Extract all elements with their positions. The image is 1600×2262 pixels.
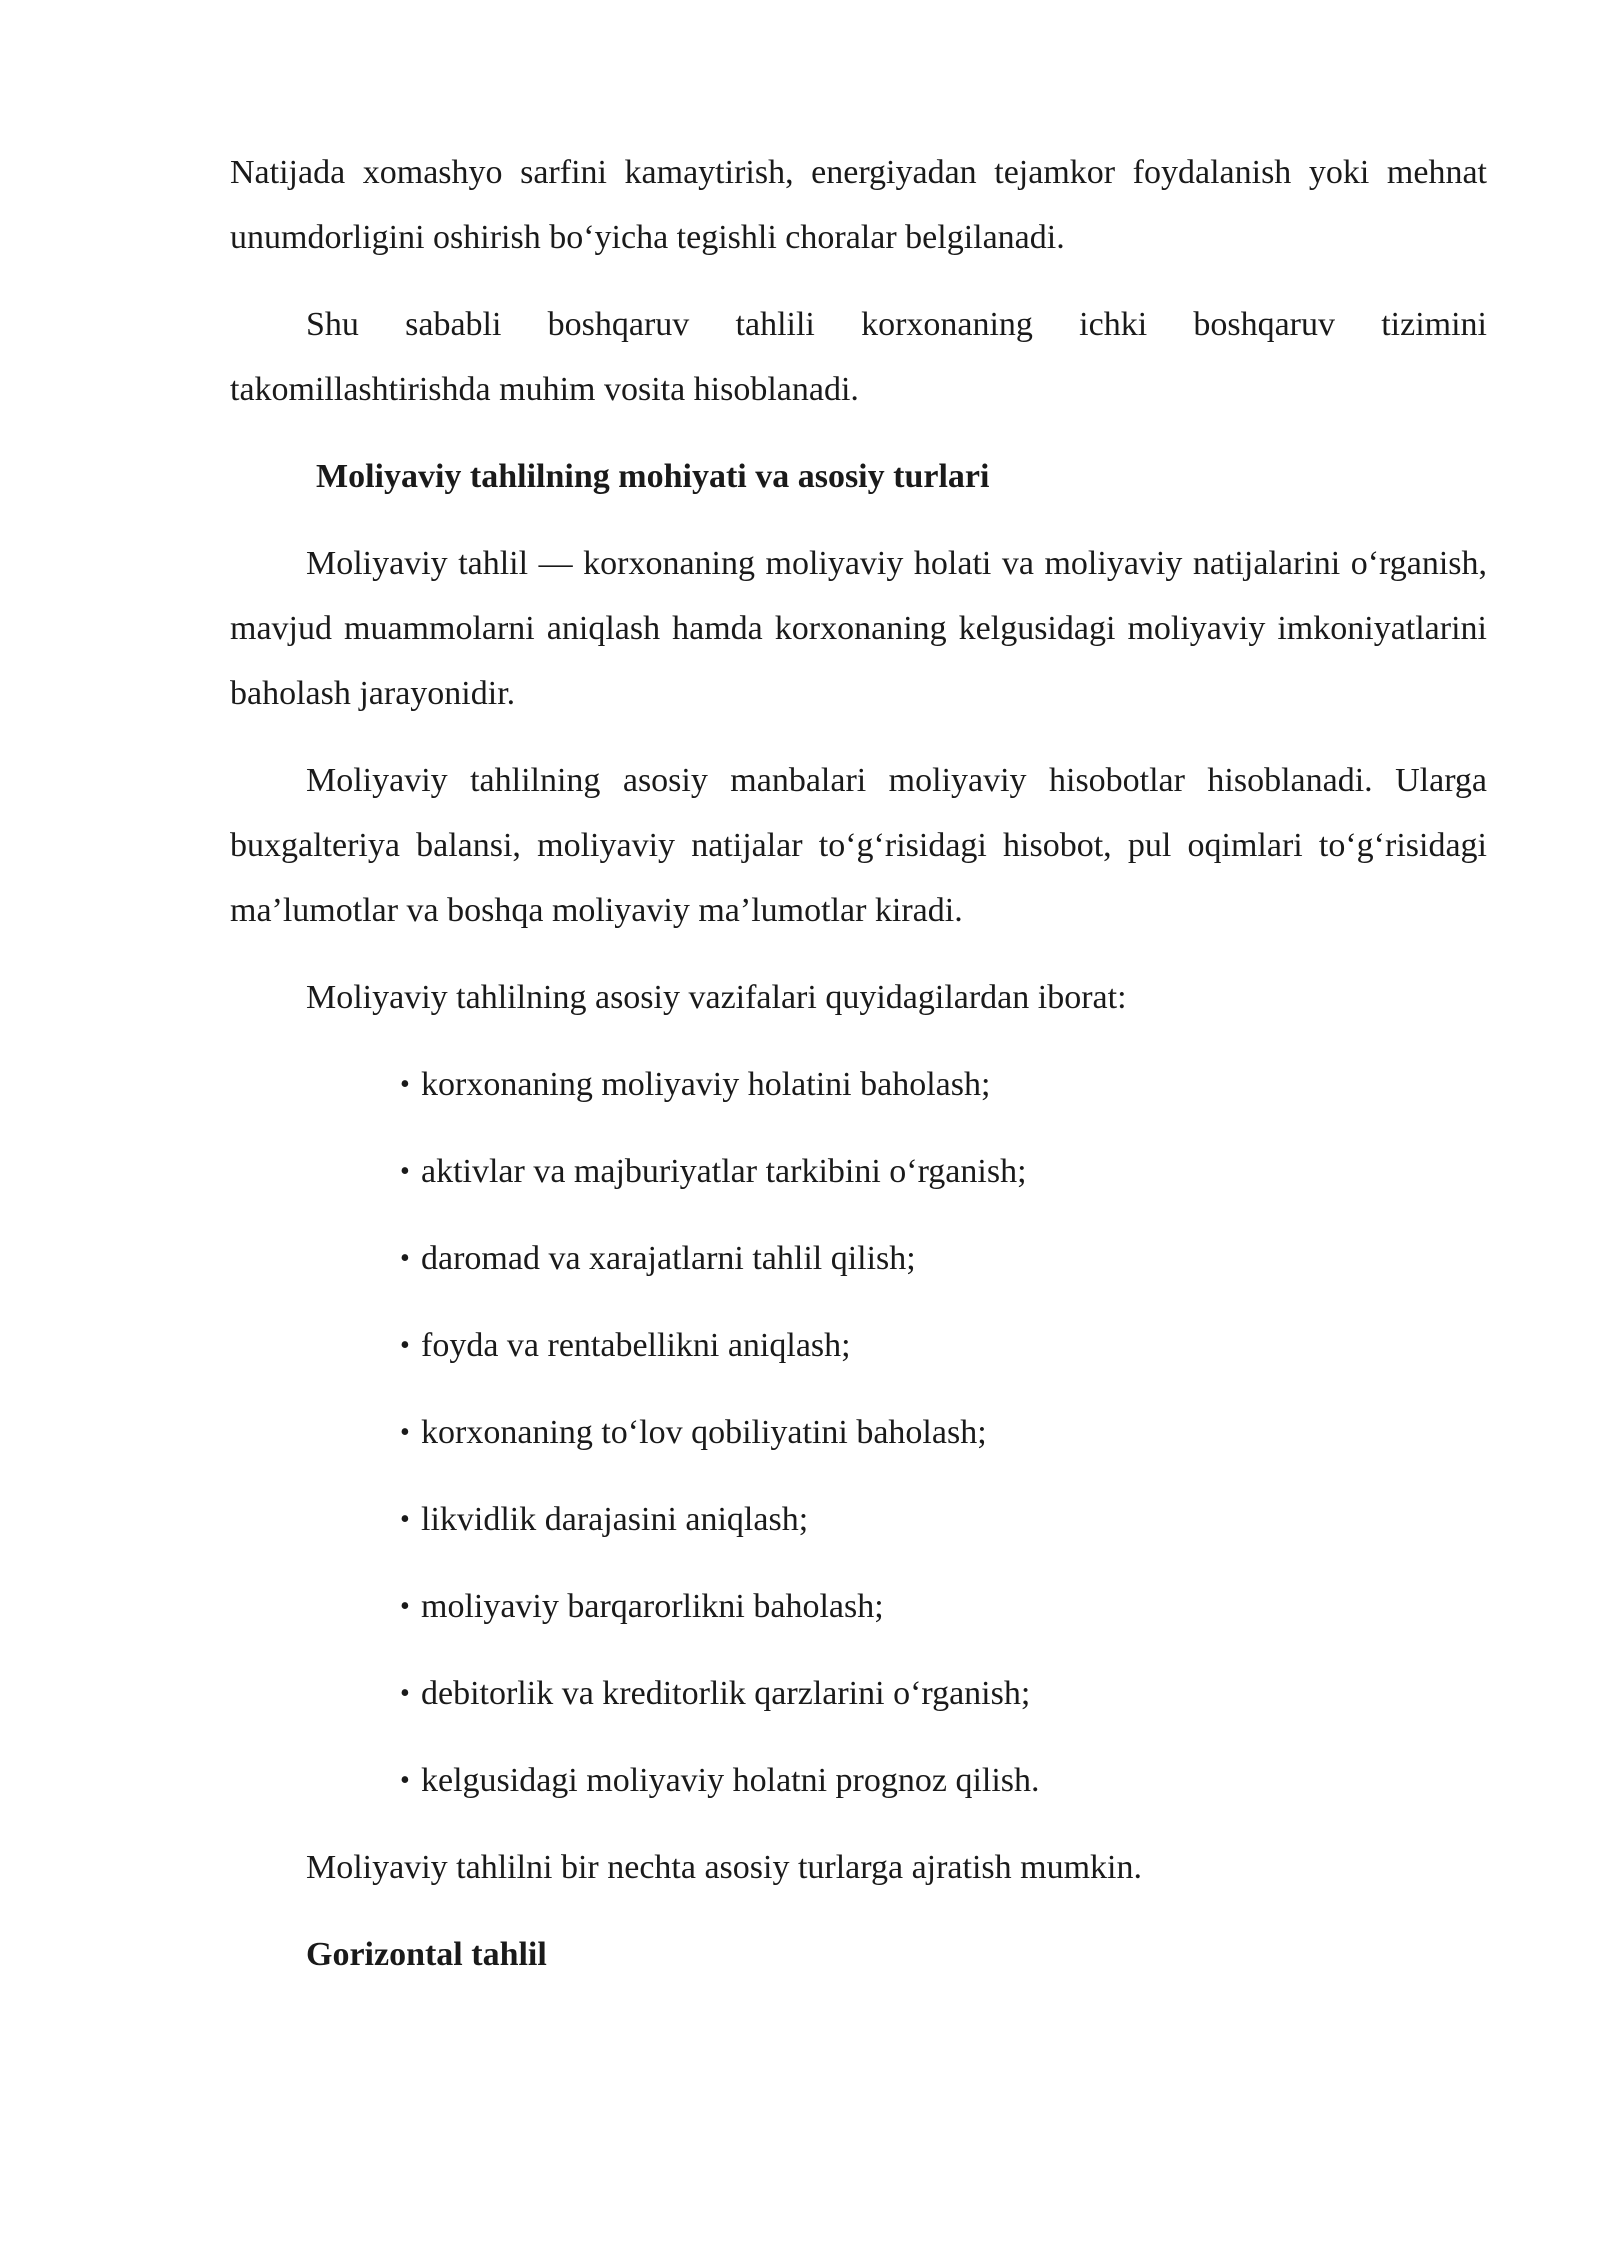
- list-item: [230, 1487, 1487, 1552]
- bullet-icon: •: [400, 1504, 410, 1535]
- list-item-text: daromad va xarajatlarni tahlil qilish;: [421, 1240, 916, 1277]
- bullet-icon: •: [400, 1591, 410, 1622]
- list-item-text: aktivlar va majburiyatlar tarkibini o‘rganish;: [421, 1153, 1027, 1190]
- paragraph-financial-sources: Moliyaviy tahlilning asosiy manbalari moliyaviy hisobotlar hisoblanadi. Ularga buxgalteriya balansi, moliyaviy natijalar to‘g‘risidagi hisobot, pul oqimlari to‘g‘risidagi ma’lumotlar va boshqa moliyaviy ma’lumotlar kiradi.: [230, 762, 1487, 929]
- list-item: [230, 1313, 1487, 1378]
- list-item-text: foyda va rentabellikni aniqlash;: [421, 1327, 851, 1364]
- list-item-text: debitorlik va kreditorlik qarzlarini o‘rganish;: [421, 1675, 1031, 1712]
- list-item: [230, 1400, 1487, 1465]
- bullet-icon: •: [400, 1678, 410, 1709]
- list-item: [230, 1139, 1487, 1204]
- bullet-icon: •: [400, 1330, 410, 1361]
- paragraph-tasks-intro: Moliyaviy tahlilning asosiy vazifalari quyidagilardan iborat:: [306, 979, 1127, 1016]
- section-heading-financial-analysis: Moliyaviy tahlilning mohiyati va asosiy turlari: [316, 458, 990, 495]
- bullet-icon: •: [400, 1243, 410, 1274]
- paragraph-measures: Natijada xomashyo sarfini kamaytirish, energiyadan tejamkor foydalanish yoki mehnat unumdorligini oshirish bo‘yicha tegishli choralar belgilanadi.: [230, 154, 1487, 256]
- paragraph-management-analysis: Shu sababli boshqaruv tahlili korxonaning ichki boshqaruv tizimini takomillashtirishda muhim vosita hisoblanadi.: [230, 306, 1487, 408]
- list-item: [230, 1748, 1487, 1813]
- bullet-icon: •: [400, 1417, 410, 1448]
- bullet-icon: •: [400, 1156, 410, 1187]
- list-item-text: korxonaning moliyaviy holatini baholash;: [421, 1066, 991, 1103]
- list-item: [230, 1661, 1487, 1726]
- list-item: [230, 1052, 1487, 1117]
- bullet-icon: •: [400, 1069, 410, 1100]
- bullet-icon: •: [400, 1765, 410, 1796]
- list-item-text: korxonaning to‘lov qobiliyatini baholash;: [421, 1414, 987, 1451]
- tasks-list: [230, 1052, 1487, 1813]
- list-item: [230, 1574, 1487, 1639]
- list-item-text: likvidlik darajasini aniqlash;: [421, 1501, 809, 1538]
- paragraph-financial-analysis-definition: Moliyaviy tahlil — korxonaning moliyaviy holati va moliyaviy natijalarini o‘rganish, mavjud muammolarni aniqlash hamda korxonaning kelgusidagi moliyaviy imkoniyatlarini baholash jarayonidir.: [230, 545, 1487, 712]
- paragraph-types-intro: Moliyaviy tahlilni bir nechta asosiy turlarga ajratish mumkin.: [306, 1849, 1142, 1886]
- subheading-horizontal-analysis: Gorizontal tahlil: [306, 1936, 547, 1973]
- list-item-text: kelgusidagi moliyaviy holatni prognoz qilish.: [421, 1762, 1040, 1799]
- list-item: [230, 1226, 1487, 1291]
- document-page: [230, 140, 1487, 1987]
- list-item-text: moliyaviy barqarorlikni baholash;: [421, 1588, 884, 1625]
